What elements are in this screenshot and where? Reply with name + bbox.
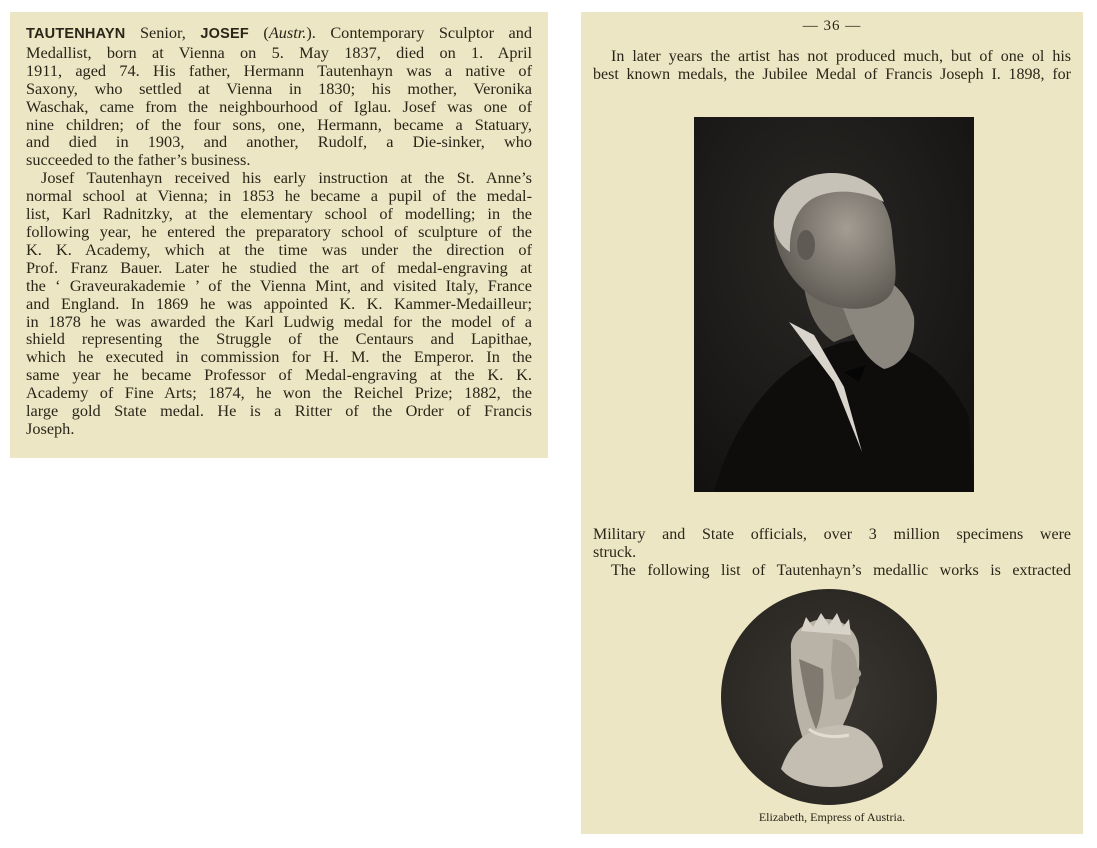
- empress-profile-relief: [721, 589, 937, 805]
- text-line: In later years the artist has not produced much, but of one ol his: [611, 48, 1071, 65]
- text-line: the ‘ Graveurakademie ’ of the Vienna Mint, and visited Italy, France: [26, 275, 532, 295]
- text-line: Saxony, who settled at Vienna in 1830; his mother, Veronika: [26, 78, 532, 98]
- page-number: — 36 —: [802, 18, 862, 34]
- text-line: 1911, aged 74. His father, Hermann Tautenhayn was a native of: [26, 60, 532, 80]
- text-line: nine children; of the four sons, one, Hermann, became a Statuary,: [26, 114, 532, 134]
- text-line: Waschak, came from the neighbourhood of Iglau. Josef was one of: [26, 96, 532, 116]
- text-line: Prof. Franz Bauer. Later he studied the art of medal-engraving at: [26, 257, 532, 277]
- text-line: K. K. Academy, which at the time was under the direction of: [26, 239, 532, 259]
- text-line: Military and State officials, over 3 million specimens were: [593, 526, 1071, 543]
- text-line: succeeded to the father’s business.: [26, 150, 251, 170]
- text-line: and England. In 1869 he was appointed K. K. Kammer-Medailleur;: [26, 293, 532, 313]
- biography-text: [26, 24, 532, 438]
- figure-caption: Elizabeth, Empress of Austria.: [758, 810, 906, 824]
- top-text: [593, 48, 1071, 84]
- text-line: The following list of Tautenhayn’s medallic works is extracted: [611, 562, 1071, 579]
- text-line: Joseph.: [26, 418, 75, 438]
- portrait-illustration: [694, 117, 974, 492]
- text-line: best known medals, the Jubilee Medal of Francis Joseph I. 1898, for: [593, 66, 1071, 83]
- portrait-photograph: [694, 117, 974, 492]
- given-name-heading: JOSEF: [200, 26, 249, 42]
- text-line: Academy of Fine Arts; 1874, he won the Reichel Prize; 1882, the: [26, 383, 532, 403]
- text-line: list, Karl Radnitzky, at the elementary school of modelling; in the: [26, 204, 532, 224]
- text-line: shield representing the Struggle of the Centaurs and Lapithae,: [26, 329, 532, 349]
- text-line: struck.: [593, 544, 637, 561]
- nationality: Austr.: [268, 23, 307, 42]
- right-page: [581, 12, 1083, 834]
- text-line: following year, he entered the preparatory school of sculpture of the: [26, 221, 532, 241]
- text-line: in 1878 he was awarded the Karl Ludwig medal for the model of a: [26, 311, 532, 331]
- surname-heading: TAUTENHAYN: [26, 26, 126, 42]
- text-line: TAUTENHAYN Senior, JOSEF (Austr.). Contemporary Sculptor and: [26, 23, 532, 42]
- text-line: same year he became Professor of Medal-engraving at the K. K.: [26, 365, 532, 385]
- text-line: Medallist, born at Vienna on 5. May 1837, died on 1. April: [26, 42, 532, 62]
- text-line: Josef Tautenhayn received his early instruction at the St. Anne’s: [41, 168, 532, 188]
- text-line: and died in 1903, and another, Rudolf, a Die-sinker, who: [26, 132, 532, 152]
- text-line: normal school at Vienna; in 1853 he became a pupil of the medal-: [26, 186, 532, 206]
- medal-illustration: [721, 589, 937, 805]
- left-page: [10, 12, 548, 458]
- text-line: which he executed in commission for H. M. the Emperor. In the: [26, 347, 532, 367]
- middle-text: [593, 526, 1071, 580]
- text-line: large gold State medal. He is a Ritter of the Order of Francis: [26, 401, 532, 421]
